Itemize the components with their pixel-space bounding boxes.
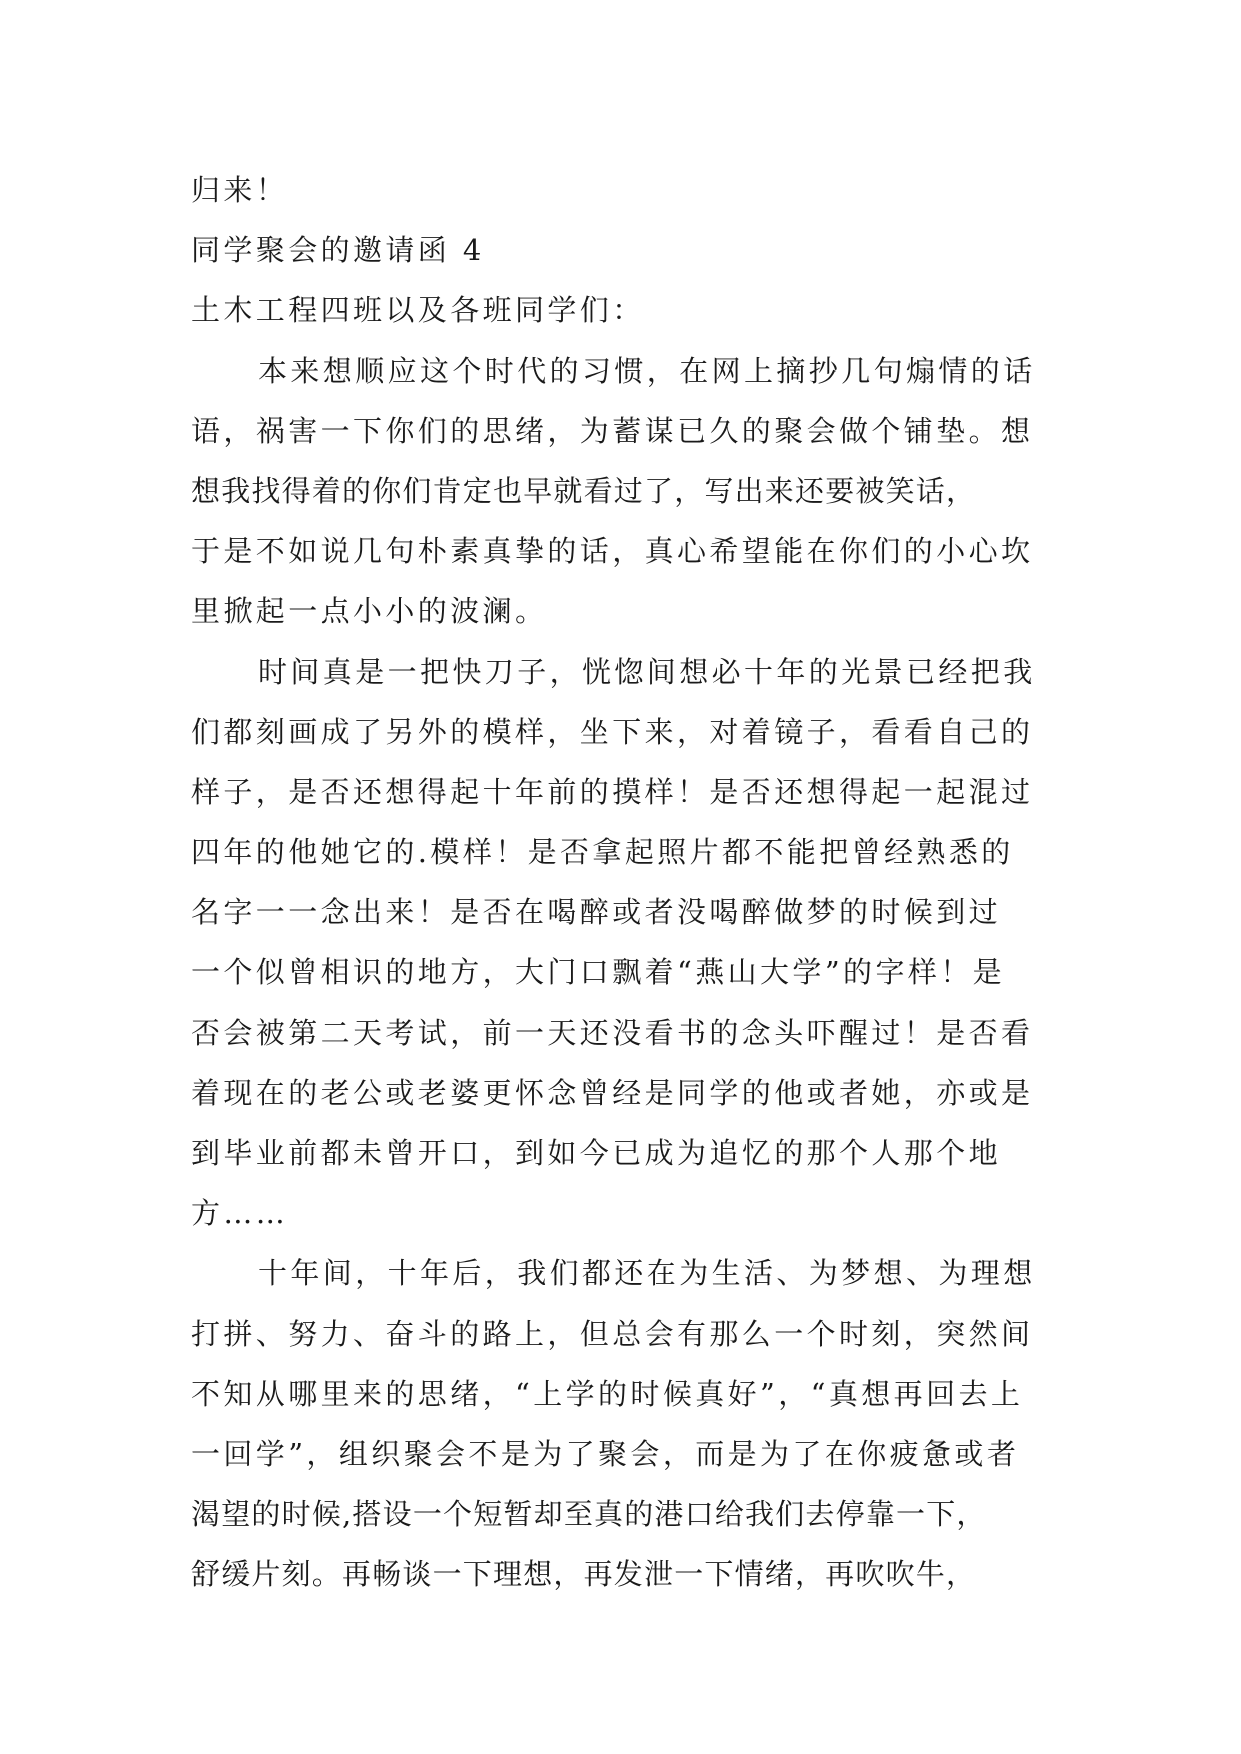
text-line: 否会被第二天考试，前一天还没看书的念头吓醒过！是否看 <box>191 1015 1034 1050</box>
text-line: 一个似曾相识的地方，大门口飘着“燕山大学”的字样！是 <box>191 955 1006 990</box>
letter-title: 同学聚会的邀请函 4 <box>191 233 485 268</box>
text-line: 渴望的时候,搭设一个短暂却至真的港口给我们去停靠一下， <box>191 1497 987 1532</box>
text-line: 打拼、努力、奋斗的路上，但总会有那么一个时刻，突然间 <box>191 1316 1034 1351</box>
text-line: 想我找得着的你们肯定也早就看过了，写出来还要被笑话， <box>191 473 977 508</box>
text-line: 语，祸害一下你们的思绪，为蓄谋已久的聚会做个铺垫。想 <box>191 413 1034 448</box>
text-line: 舒缓片刻。再畅谈一下理想，再发泄一下情绪，再吹吹牛， <box>191 1557 977 1592</box>
text-line: 名字一一念出来！是否在喝醉或者没喝醉做梦的时候到过 <box>191 895 1002 930</box>
text-line: 四年的他她它的.模样！是否拿起照片都不能把曾经熟悉的 <box>191 835 1014 870</box>
text-line: 十年间，十年后，我们都还在为生活、为梦想、为理想 <box>258 1256 1036 1291</box>
text-line: 着现在的老公或老婆更怀念曾经是同学的他或者她，亦或是 <box>191 1075 1034 1110</box>
text-line: 们都刻画成了另外的模样，坐下来，对着镜子，看看自己的 <box>191 714 1034 749</box>
text-line: 时间真是一把快刀子，恍惚间想必十年的光景已经把我 <box>258 654 1036 689</box>
text-line: 于是不如说几句朴素真挚的话，真心希望能在你们的小心坎 <box>191 534 1034 569</box>
salutation: 土木工程四班以及各班同学们： <box>191 293 645 328</box>
text-line: 归来！ <box>191 173 289 207</box>
document-body <box>191 160 1061 1605</box>
text-line: 样子，是否还想得起十年前的摸样！是否还想得起一起混过 <box>191 774 1034 809</box>
text-line: 不知从哪里来的思绪，“上学的时候真好”，“真想再回去上 <box>191 1376 1024 1411</box>
text-line: 里掀起一点小小的波澜。 <box>191 594 548 629</box>
text-line: 一回学”，组织聚会不是为了聚会，而是为了在你疲惫或者 <box>191 1436 1020 1471</box>
text-line: 本来想顺应这个时代的习惯，在网上摘抄几句煽情的话 <box>258 353 1036 388</box>
text-line: 方…… <box>191 1196 289 1231</box>
text-line: 到毕业前都未曾开口，到如今已成为追忆的那个人那个地 <box>191 1136 1002 1170</box>
